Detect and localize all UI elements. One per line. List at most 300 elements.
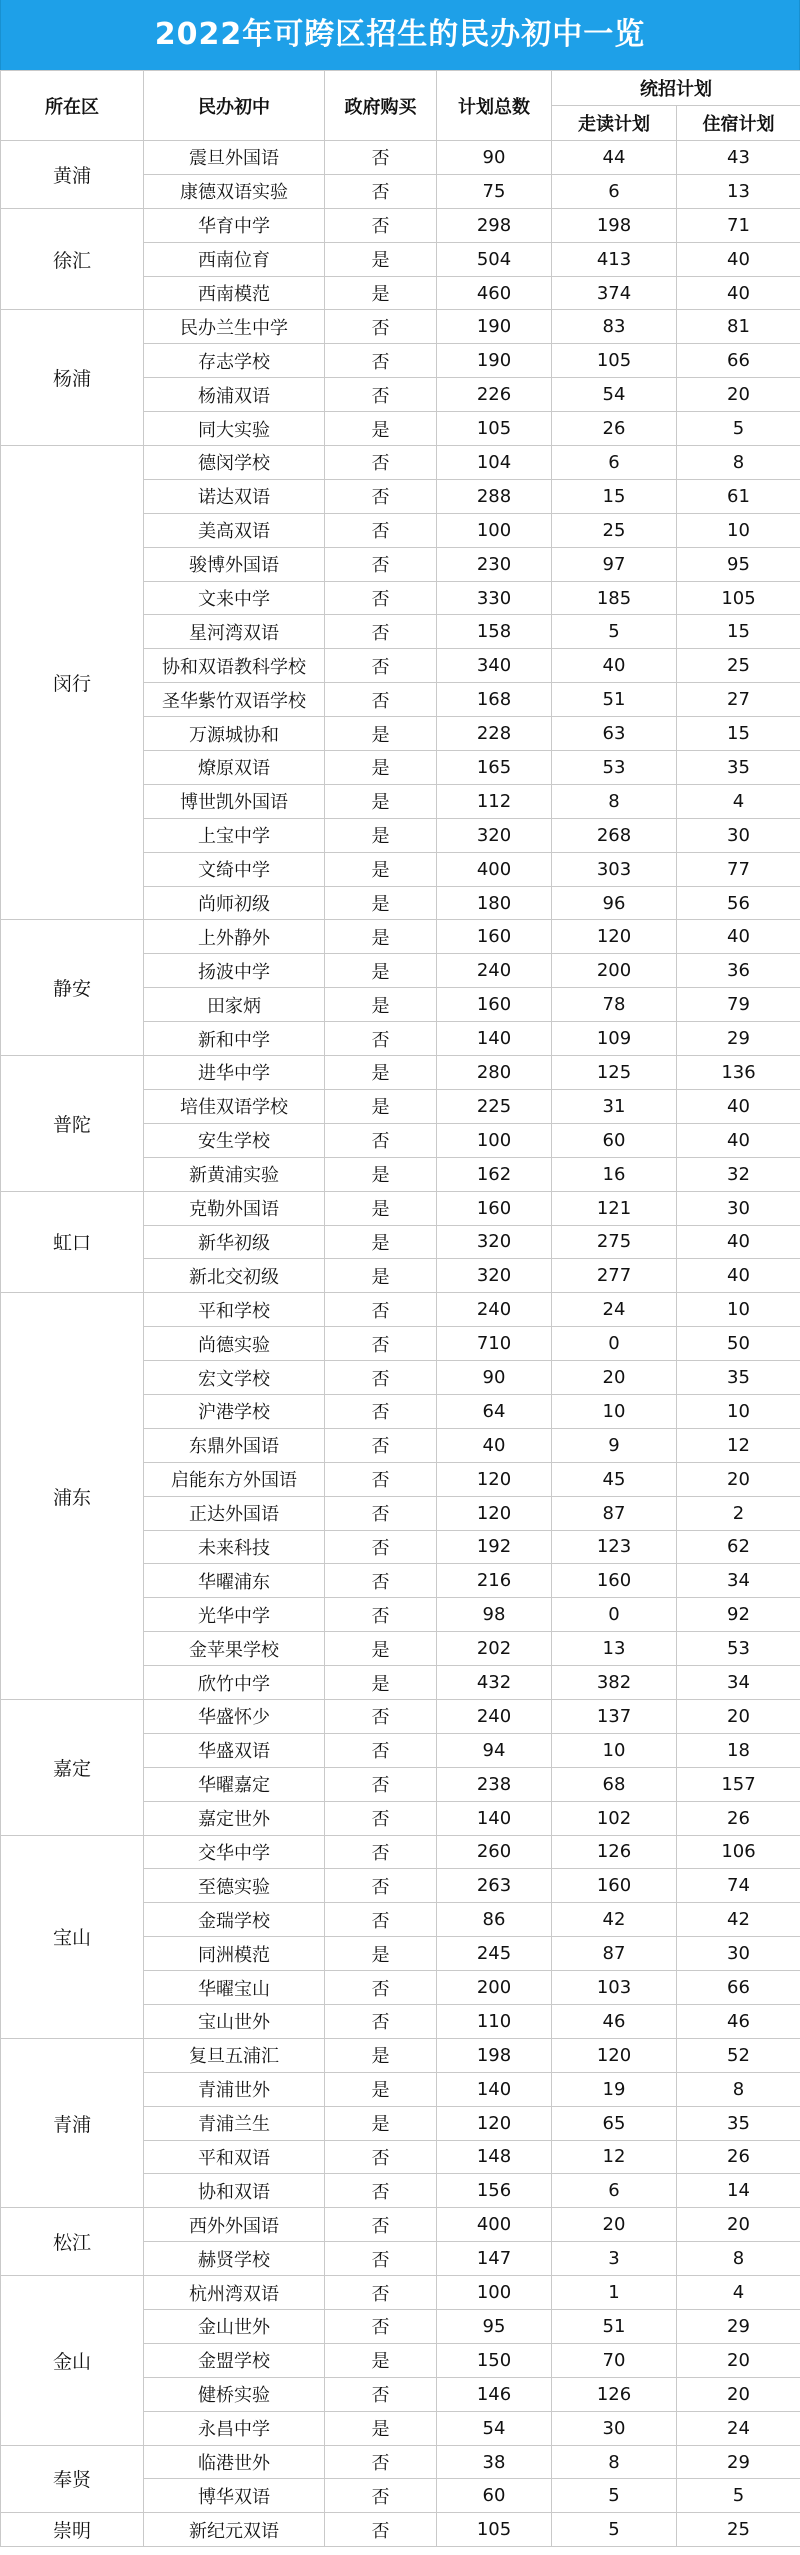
day-plan-cell: 20 [552, 2208, 677, 2242]
day-plan-cell: 275 [552, 1225, 677, 1259]
day-plan-cell: 5 [552, 615, 677, 649]
total-plan-cell: 245 [437, 1937, 552, 1971]
school-cell: 永昌中学 [144, 2411, 325, 2445]
total-plan-cell: 140 [437, 1022, 552, 1056]
boarding-plan-cell: 40 [677, 242, 800, 276]
gov-purchase-cell: 否 [325, 174, 437, 208]
day-plan-cell: 103 [552, 1971, 677, 2005]
gov-purchase-cell: 否 [325, 1123, 437, 1157]
total-plan-cell: 160 [437, 920, 552, 954]
day-plan-cell: 277 [552, 1259, 677, 1293]
day-plan-cell: 44 [552, 141, 677, 175]
day-plan-cell: 123 [552, 1530, 677, 1564]
boarding-plan-cell: 32 [677, 1157, 800, 1191]
school-cell: 克勒外国语 [144, 1191, 325, 1225]
day-plan-cell: 160 [552, 1869, 677, 1903]
gov-purchase-cell: 是 [325, 1632, 437, 1666]
day-plan-cell: 68 [552, 1767, 677, 1801]
total-plan-cell: 60 [437, 2479, 552, 2513]
school-cell: 康德双语实验 [144, 174, 325, 208]
school-cell: 金山世外 [144, 2310, 325, 2344]
school-cell: 华盛怀少 [144, 1699, 325, 1733]
day-plan-cell: 54 [552, 378, 677, 412]
boarding-plan-cell: 92 [677, 1598, 800, 1632]
school-cell: 青浦世外 [144, 2072, 325, 2106]
boarding-plan-cell: 36 [677, 954, 800, 988]
table-row [1, 2276, 800, 2310]
boarding-plan-cell: 29 [677, 2310, 800, 2344]
school-cell: 临港世外 [144, 2445, 325, 2479]
total-plan-cell: 94 [437, 1733, 552, 1767]
school-cell: 新北交初级 [144, 1259, 325, 1293]
district-cell: 普陀 [1, 1056, 144, 1192]
boarding-plan-cell: 4 [677, 2276, 800, 2310]
gov-purchase-cell: 否 [325, 2310, 437, 2344]
gov-purchase-cell: 是 [325, 818, 437, 852]
district-cell: 静安 [1, 920, 144, 1056]
day-plan-cell: 198 [552, 208, 677, 242]
boarding-plan-cell: 40 [677, 920, 800, 954]
boarding-plan-cell: 15 [677, 717, 800, 751]
boarding-plan-cell: 66 [677, 1971, 800, 2005]
total-plan-cell: 160 [437, 988, 552, 1022]
day-plan-cell: 70 [552, 2343, 677, 2377]
school-cell: 华盛双语 [144, 1733, 325, 1767]
day-plan-cell: 413 [552, 242, 677, 276]
school-cell: 青浦兰生 [144, 2106, 325, 2140]
day-plan-cell: 31 [552, 1089, 677, 1123]
gov-purchase-cell: 是 [325, 2072, 437, 2106]
gov-purchase-cell: 否 [325, 344, 437, 378]
school-cell: 东鼎外国语 [144, 1428, 325, 1462]
total-plan-cell: 140 [437, 1801, 552, 1835]
school-cell: 圣华紫竹双语学校 [144, 683, 325, 717]
gov-purchase-cell: 是 [325, 2106, 437, 2140]
district-cell: 闵行 [1, 446, 144, 920]
gov-purchase-cell: 否 [325, 581, 437, 615]
total-plan-cell: 260 [437, 1835, 552, 1869]
total-plan-cell: 400 [437, 852, 552, 886]
day-plan-cell: 16 [552, 1157, 677, 1191]
school-cell: 协和双语教科学校 [144, 649, 325, 683]
gov-purchase-cell: 否 [325, 208, 437, 242]
boarding-plan-cell: 79 [677, 988, 800, 1022]
day-plan-cell: 5 [552, 2479, 677, 2513]
total-plan-cell: 400 [437, 2208, 552, 2242]
total-plan-cell: 228 [437, 717, 552, 751]
day-plan-cell: 15 [552, 479, 677, 513]
day-plan-cell: 185 [552, 581, 677, 615]
total-plan-cell: 148 [437, 2140, 552, 2174]
day-plan-cell: 125 [552, 1056, 677, 1090]
total-plan-cell: 120 [437, 1496, 552, 1530]
total-plan-cell: 95 [437, 2310, 552, 2344]
gov-purchase-cell: 是 [325, 276, 437, 310]
school-cell: 华曜浦东 [144, 1564, 325, 1598]
gov-purchase-cell: 是 [325, 920, 437, 954]
day-plan-cell: 8 [552, 2445, 677, 2479]
day-plan-cell: 121 [552, 1191, 677, 1225]
total-plan-cell: 320 [437, 818, 552, 852]
boarding-plan-cell: 35 [677, 1361, 800, 1395]
day-plan-cell: 6 [552, 446, 677, 480]
school-cell: 华曜嘉定 [144, 1767, 325, 1801]
total-plan-cell: 226 [437, 378, 552, 412]
gov-purchase-cell: 否 [325, 141, 437, 175]
school-cell: 同大实验 [144, 412, 325, 446]
day-plan-cell: 63 [552, 717, 677, 751]
total-plan-cell: 460 [437, 276, 552, 310]
boarding-plan-cell: 30 [677, 1937, 800, 1971]
day-plan-cell: 46 [552, 2004, 677, 2038]
day-plan-cell: 40 [552, 649, 677, 683]
boarding-plan-cell: 5 [677, 2479, 800, 2513]
boarding-plan-cell: 62 [677, 1530, 800, 1564]
header-gov: 政府购买 [325, 71, 437, 141]
boarding-plan-cell: 5 [677, 412, 800, 446]
boarding-plan-cell: 10 [677, 1293, 800, 1327]
school-cell: 金盟学校 [144, 2343, 325, 2377]
total-plan-cell: 432 [437, 1666, 552, 1700]
gov-purchase-cell: 否 [325, 2140, 437, 2174]
district-cell: 浦东 [1, 1293, 144, 1700]
day-plan-cell: 26 [552, 412, 677, 446]
boarding-plan-cell: 20 [677, 2208, 800, 2242]
boarding-plan-cell: 13 [677, 174, 800, 208]
school-cell: 博华双语 [144, 2479, 325, 2513]
total-plan-cell: 263 [437, 1869, 552, 1903]
boarding-plan-cell: 40 [677, 276, 800, 310]
gov-purchase-cell: 否 [325, 1801, 437, 1835]
school-cell: 宝山世外 [144, 2004, 325, 2038]
total-plan-cell: 330 [437, 581, 552, 615]
boarding-plan-cell: 136 [677, 1056, 800, 1090]
district-cell: 宝山 [1, 1835, 144, 2038]
school-cell: 华育中学 [144, 208, 325, 242]
gov-purchase-cell: 是 [325, 2411, 437, 2445]
day-plan-cell: 51 [552, 2310, 677, 2344]
school-cell: 协和双语 [144, 2174, 325, 2208]
gov-purchase-cell: 是 [325, 886, 437, 920]
gov-purchase-cell: 是 [325, 412, 437, 446]
boarding-plan-cell: 40 [677, 1089, 800, 1123]
school-cell: 星河湾双语 [144, 615, 325, 649]
gov-purchase-cell: 是 [325, 1225, 437, 1259]
district-cell: 嘉定 [1, 1699, 144, 1835]
school-cell: 嘉定世外 [144, 1801, 325, 1835]
total-plan-cell: 240 [437, 1293, 552, 1327]
gov-purchase-cell: 否 [325, 2208, 437, 2242]
day-plan-cell: 10 [552, 1394, 677, 1428]
gov-purchase-cell: 否 [325, 513, 437, 547]
gov-purchase-cell: 否 [325, 615, 437, 649]
day-plan-cell: 24 [552, 1293, 677, 1327]
gov-purchase-cell: 否 [325, 683, 437, 717]
gov-purchase-cell: 是 [325, 954, 437, 988]
school-cell: 培佳双语学校 [144, 1089, 325, 1123]
school-cell: 沪港学校 [144, 1394, 325, 1428]
school-cell: 燎原双语 [144, 751, 325, 785]
day-plan-cell: 200 [552, 954, 677, 988]
boarding-plan-cell: 106 [677, 1835, 800, 1869]
day-plan-cell: 97 [552, 547, 677, 581]
total-plan-cell: 75 [437, 174, 552, 208]
gov-purchase-cell: 是 [325, 852, 437, 886]
total-plan-cell: 225 [437, 1089, 552, 1123]
day-plan-cell: 1 [552, 2276, 677, 2310]
day-plan-cell: 19 [552, 2072, 677, 2106]
district-cell: 崇明 [1, 2513, 144, 2547]
school-cell: 西南模范 [144, 276, 325, 310]
boarding-plan-cell: 20 [677, 1462, 800, 1496]
day-plan-cell: 5 [552, 2513, 677, 2547]
boarding-plan-cell: 40 [677, 1259, 800, 1293]
total-plan-cell: 160 [437, 1191, 552, 1225]
total-plan-cell: 100 [437, 513, 552, 547]
boarding-plan-cell: 10 [677, 1394, 800, 1428]
gov-purchase-cell: 否 [325, 1564, 437, 1598]
school-cell: 扬波中学 [144, 954, 325, 988]
total-plan-cell: 192 [437, 1530, 552, 1564]
total-plan-cell: 104 [437, 446, 552, 480]
day-plan-cell: 109 [552, 1022, 677, 1056]
boarding-plan-cell: 27 [677, 683, 800, 717]
day-plan-cell: 87 [552, 1937, 677, 1971]
boarding-plan-cell: 8 [677, 2072, 800, 2106]
gov-purchase-cell: 是 [325, 1666, 437, 1700]
gov-purchase-cell: 否 [325, 1496, 437, 1530]
school-cell: 正达外国语 [144, 1496, 325, 1530]
day-plan-cell: 45 [552, 1462, 677, 1496]
boarding-plan-cell: 157 [677, 1767, 800, 1801]
table-row [1, 1699, 800, 1733]
district-cell: 虹口 [1, 1191, 144, 1293]
school-cell: 复旦五浦汇 [144, 2038, 325, 2072]
school-cell: 杨浦双语 [144, 378, 325, 412]
school-cell: 上宝中学 [144, 818, 325, 852]
total-plan-cell: 288 [437, 479, 552, 513]
day-plan-cell: 6 [552, 2174, 677, 2208]
day-plan-cell: 10 [552, 1733, 677, 1767]
school-cell: 光华中学 [144, 1598, 325, 1632]
table-row [1, 1835, 800, 1869]
boarding-plan-cell: 35 [677, 2106, 800, 2140]
gov-purchase-cell: 否 [325, 2513, 437, 2547]
gov-purchase-cell: 否 [325, 2377, 437, 2411]
day-plan-cell: 0 [552, 1598, 677, 1632]
school-cell: 启能东方外国语 [144, 1462, 325, 1496]
day-plan-cell: 53 [552, 751, 677, 785]
total-plan-cell: 216 [437, 1564, 552, 1598]
gov-purchase-cell: 否 [325, 1022, 437, 1056]
total-plan-cell: 710 [437, 1327, 552, 1361]
school-cell: 西外外国语 [144, 2208, 325, 2242]
gov-purchase-cell: 是 [325, 1157, 437, 1191]
gov-purchase-cell: 否 [325, 1462, 437, 1496]
total-plan-cell: 86 [437, 1903, 552, 1937]
school-cell: 平和学校 [144, 1293, 325, 1327]
boarding-plan-cell: 20 [677, 2343, 800, 2377]
school-cell: 诺达双语 [144, 479, 325, 513]
total-plan-cell: 230 [437, 547, 552, 581]
school-cell: 交华中学 [144, 1835, 325, 1869]
boarding-plan-cell: 8 [677, 446, 800, 480]
day-plan-cell: 9 [552, 1428, 677, 1462]
school-cell: 民办兰生中学 [144, 310, 325, 344]
boarding-plan-cell: 40 [677, 1225, 800, 1259]
boarding-plan-cell: 18 [677, 1733, 800, 1767]
school-cell: 同洲模范 [144, 1937, 325, 1971]
total-plan-cell: 298 [437, 208, 552, 242]
total-plan-cell: 156 [437, 2174, 552, 2208]
total-plan-cell: 320 [437, 1259, 552, 1293]
school-cell: 宏文学校 [144, 1361, 325, 1395]
school-cell: 德闵学校 [144, 446, 325, 480]
day-plan-cell: 268 [552, 818, 677, 852]
total-plan-cell: 38 [437, 2445, 552, 2479]
district-cell: 杨浦 [1, 310, 144, 446]
school-cell: 田家炳 [144, 988, 325, 1022]
table-row [1, 141, 800, 175]
boarding-plan-cell: 52 [677, 2038, 800, 2072]
total-plan-cell: 140 [437, 2072, 552, 2106]
total-plan-cell: 105 [437, 2513, 552, 2547]
day-plan-cell: 3 [552, 2242, 677, 2276]
day-plan-cell: 65 [552, 2106, 677, 2140]
total-plan-cell: 240 [437, 954, 552, 988]
gov-purchase-cell: 否 [325, 1699, 437, 1733]
table-row [1, 208, 800, 242]
table-header [1, 71, 800, 141]
total-plan-cell: 180 [437, 886, 552, 920]
boarding-plan-cell: 30 [677, 1191, 800, 1225]
school-cell: 尚德实验 [144, 1327, 325, 1361]
gov-purchase-cell: 否 [325, 378, 437, 412]
gov-purchase-cell: 是 [325, 1937, 437, 1971]
gov-purchase-cell: 否 [325, 1835, 437, 1869]
boarding-plan-cell: 42 [677, 1903, 800, 1937]
day-plan-cell: 87 [552, 1496, 677, 1530]
total-plan-cell: 165 [437, 751, 552, 785]
school-cell: 震旦外国语 [144, 141, 325, 175]
header-day: 走读计划 [552, 106, 677, 141]
boarding-plan-cell: 105 [677, 581, 800, 615]
day-plan-cell: 30 [552, 2411, 677, 2445]
day-plan-cell: 20 [552, 1361, 677, 1395]
total-plan-cell: 147 [437, 2242, 552, 2276]
gov-purchase-cell: 否 [325, 1903, 437, 1937]
boarding-plan-cell: 4 [677, 784, 800, 818]
boarding-plan-cell: 34 [677, 1564, 800, 1598]
boarding-plan-cell: 74 [677, 1869, 800, 1903]
table-row [1, 2038, 800, 2072]
table-row [1, 1293, 800, 1327]
total-plan-cell: 146 [437, 2377, 552, 2411]
school-cell: 进华中学 [144, 1056, 325, 1090]
day-plan-cell: 25 [552, 513, 677, 547]
gov-purchase-cell: 是 [325, 784, 437, 818]
school-cell: 新纪元双语 [144, 2513, 325, 2547]
boarding-plan-cell: 25 [677, 2513, 800, 2547]
day-plan-cell: 105 [552, 344, 677, 378]
table-row [1, 446, 800, 480]
school-cell: 平和双语 [144, 2140, 325, 2174]
district-cell: 黄浦 [1, 141, 144, 209]
gov-purchase-cell: 否 [325, 2479, 437, 2513]
gov-purchase-cell: 否 [325, 1394, 437, 1428]
boarding-plan-cell: 46 [677, 2004, 800, 2038]
school-cell: 金苹果学校 [144, 1632, 325, 1666]
table-row [1, 1056, 800, 1090]
school-cell: 杭州湾双语 [144, 2276, 325, 2310]
gov-purchase-cell: 否 [325, 1428, 437, 1462]
total-plan-cell: 238 [437, 1767, 552, 1801]
total-plan-cell: 168 [437, 683, 552, 717]
total-plan-cell: 158 [437, 615, 552, 649]
day-plan-cell: 303 [552, 852, 677, 886]
total-plan-cell: 54 [437, 2411, 552, 2445]
school-table [0, 70, 800, 2547]
total-plan-cell: 100 [437, 2276, 552, 2310]
boarding-plan-cell: 71 [677, 208, 800, 242]
boarding-plan-cell: 35 [677, 751, 800, 785]
boarding-plan-cell: 34 [677, 1666, 800, 1700]
boarding-plan-cell: 20 [677, 2377, 800, 2411]
total-plan-cell: 202 [437, 1632, 552, 1666]
header-plan-group: 统招计划 [552, 71, 800, 106]
total-plan-cell: 120 [437, 1462, 552, 1496]
total-plan-cell: 98 [437, 1598, 552, 1632]
gov-purchase-cell: 否 [325, 1361, 437, 1395]
school-cell: 骏博外国语 [144, 547, 325, 581]
school-cell: 存志学校 [144, 344, 325, 378]
school-cell: 欣竹中学 [144, 1666, 325, 1700]
school-cell: 至德实验 [144, 1869, 325, 1903]
total-plan-cell: 200 [437, 1971, 552, 2005]
total-plan-cell: 112 [437, 784, 552, 818]
total-plan-cell: 150 [437, 2343, 552, 2377]
boarding-plan-cell: 2 [677, 1496, 800, 1530]
total-plan-cell: 190 [437, 344, 552, 378]
total-plan-cell: 280 [437, 1056, 552, 1090]
gov-purchase-cell: 否 [325, 310, 437, 344]
boarding-plan-cell: 53 [677, 1632, 800, 1666]
day-plan-cell: 51 [552, 683, 677, 717]
day-plan-cell: 13 [552, 1632, 677, 1666]
table-row [1, 920, 800, 954]
header-district: 所在区 [1, 71, 144, 141]
school-cell: 博世凯外国语 [144, 784, 325, 818]
table-row [1, 2445, 800, 2479]
boarding-plan-cell: 14 [677, 2174, 800, 2208]
header-school: 民办初中 [144, 71, 325, 141]
total-plan-cell: 120 [437, 2106, 552, 2140]
boarding-plan-cell: 43 [677, 141, 800, 175]
day-plan-cell: 120 [552, 920, 677, 954]
gov-purchase-cell: 否 [325, 1530, 437, 1564]
boarding-plan-cell: 50 [677, 1327, 800, 1361]
day-plan-cell: 0 [552, 1327, 677, 1361]
school-cell: 文来中学 [144, 581, 325, 615]
district-cell: 奉贤 [1, 2445, 144, 2513]
total-plan-cell: 90 [437, 1361, 552, 1395]
boarding-plan-cell: 12 [677, 1428, 800, 1462]
total-plan-cell: 105 [437, 412, 552, 446]
school-cell: 新和中学 [144, 1022, 325, 1056]
boarding-plan-cell: 30 [677, 818, 800, 852]
table-body [1, 141, 800, 2547]
day-plan-cell: 126 [552, 1835, 677, 1869]
